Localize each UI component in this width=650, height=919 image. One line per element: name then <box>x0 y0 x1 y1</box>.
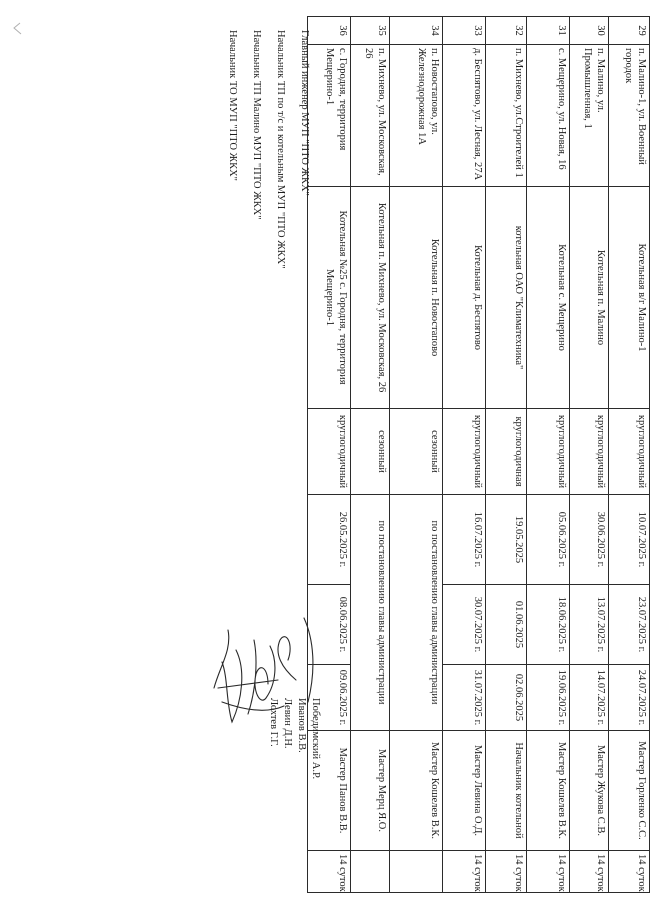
row-number: 32 <box>486 17 527 45</box>
responsible-cell: Мастер Мерц Я.О. <box>351 731 390 851</box>
boiler-cell: Котельная п. Михнево, ул. Московская, 26 <box>351 187 390 409</box>
term-cell: 14 суток <box>570 851 609 893</box>
dates-merged-cell: по постановлению главы администрации <box>390 495 443 731</box>
start-date-cell: 26.05.2025 г. <box>308 495 351 585</box>
term-cell: 14 суток <box>527 851 570 893</box>
term-cell: 14 суток <box>486 851 527 893</box>
responsible-cell: Мастер Кошелев В.К. <box>527 731 570 851</box>
address-cell: с. Мещерино, ул. Новая, 16 <box>527 45 570 187</box>
table-row <box>527 17 570 893</box>
table-row <box>351 17 390 893</box>
address-cell: п. Михнево, ул. Московская, 26 <box>351 45 390 187</box>
end-date-cell: 23.07.2025 г. <box>609 585 650 665</box>
row-number: 36 <box>308 17 351 45</box>
term-cell: 14 суток <box>308 851 351 893</box>
responsible-cell: Мастер Панов В.В. <box>308 731 351 851</box>
table-row <box>486 17 527 893</box>
row-number: 31 <box>527 17 570 45</box>
signatory-name: Иванов В.В. <box>296 698 307 753</box>
boiler-cell: Котельная №25 с. Городня, территория Мещерино-1 <box>308 187 351 409</box>
mode-cell: круглогодичный <box>570 409 609 495</box>
resume-date-cell: 24.07.2025 г. <box>609 665 650 731</box>
mode-cell: круглогодичный <box>443 409 486 495</box>
row-number: 35 <box>351 17 390 45</box>
address-cell: п. Новостапово, ул. Железнодорожная 1А <box>390 45 443 187</box>
responsible-cell: Начальник котельной <box>486 731 527 851</box>
resume-date-cell: 02.06.2025 <box>486 665 527 731</box>
row-number: 30 <box>570 17 609 45</box>
table-row <box>443 17 486 893</box>
dates-merged-cell: по постановлению главы администрации <box>351 495 390 731</box>
resume-date-cell: 31.07.2025 г. <box>443 665 486 731</box>
signatory-name: Победимский А.Р. <box>310 698 321 780</box>
start-date-cell: 30.06.2025 г. <box>570 495 609 585</box>
signature-titles <box>220 30 316 269</box>
boiler-cell: котельная ОАО "Климатехника" <box>486 187 527 409</box>
start-date-cell: 16.07.2025 г. <box>443 495 486 585</box>
end-date-cell: 13.07.2025 г. <box>570 585 609 665</box>
mode-cell: сезонный <box>351 409 390 495</box>
address-cell: п. Михнево, ул.Строителей 1 <box>486 45 527 187</box>
signatory-name: Лохтев Г.Г. <box>268 698 279 747</box>
address-cell: п. Малино-1, ул. Военный городок <box>609 45 650 187</box>
schedule-table <box>307 16 650 893</box>
row-number: 29 <box>609 17 650 45</box>
end-date-cell: 08.06.2025 г. <box>308 585 351 665</box>
boiler-cell: Котельная п. Малино <box>570 187 609 409</box>
term-cell: 14 суток <box>609 851 650 893</box>
scan-mark <box>12 22 22 36</box>
responsible-cell: Мастер Кошелев В.К. <box>390 731 443 851</box>
end-date-cell: 30.07.2025 г. <box>443 585 486 665</box>
resume-date-cell: 14.07.2025 г. <box>570 665 609 731</box>
mode-cell: круглогодичный <box>609 409 650 495</box>
signatory-name: Левин Д.Н. <box>282 698 293 749</box>
address-cell: с. Городня, территория Мещерино-1 <box>308 45 351 187</box>
mode-cell: круглогодичный <box>527 409 570 495</box>
start-date-cell: 10.07.2025 г. <box>609 495 650 585</box>
boiler-cell: Котельная д. Беспятово <box>443 187 486 409</box>
boiler-cell: Котельная п. Новостапово <box>390 187 443 409</box>
signature-title: Начальник ТП Малино МУП "ПТО ЖКХ" <box>251 30 262 220</box>
row-number: 33 <box>443 17 486 45</box>
table-row <box>570 17 609 893</box>
address-cell: п. Малино, ул. Промышленная, 1 <box>570 45 609 187</box>
term-cell <box>351 851 390 893</box>
responsible-cell: Мастер Горленко С.С. <box>609 731 650 851</box>
signature-title: Главный инженер МУП "ПТО ЖКХ" <box>299 30 310 196</box>
table-row <box>609 17 650 893</box>
mode-cell: круглогодичная <box>486 409 527 495</box>
boiler-cell: Котельная с. Мещерино <box>527 187 570 409</box>
mode-cell: сезонный <box>390 409 443 495</box>
term-cell: 14 суток <box>443 851 486 893</box>
address-cell: д. Беспятово, ул. Лесная, 27А <box>443 45 486 187</box>
resume-date-cell: 09.06.2025 г. <box>308 665 351 731</box>
start-date-cell: 05.06.2025 г. <box>527 495 570 585</box>
signature-title: Начальник ТО МУП "ПТО ЖКХ" <box>227 30 238 181</box>
end-date-cell: 01.06.2025 <box>486 585 527 665</box>
resume-date-cell: 19.06.2025 г. <box>527 665 570 731</box>
mode-cell: круглогодичный <box>308 409 351 495</box>
signatory-names <box>266 698 322 779</box>
responsible-cell: Мастер Левина О.Д. <box>443 731 486 851</box>
table-row <box>390 17 443 893</box>
row-number: 34 <box>390 17 443 45</box>
responsible-cell: Мастер Жукова С.В. <box>570 731 609 851</box>
term-cell <box>390 851 443 893</box>
signature-title: Начальник ТП по т/с и котельным МУП "ПТО ЖКХ" <box>275 30 286 269</box>
boiler-cell: Котельная в/г Малино-1 <box>609 187 650 409</box>
end-date-cell: 18.06.2025 г. <box>527 585 570 665</box>
start-date-cell: 19.05.2025 <box>486 495 527 585</box>
